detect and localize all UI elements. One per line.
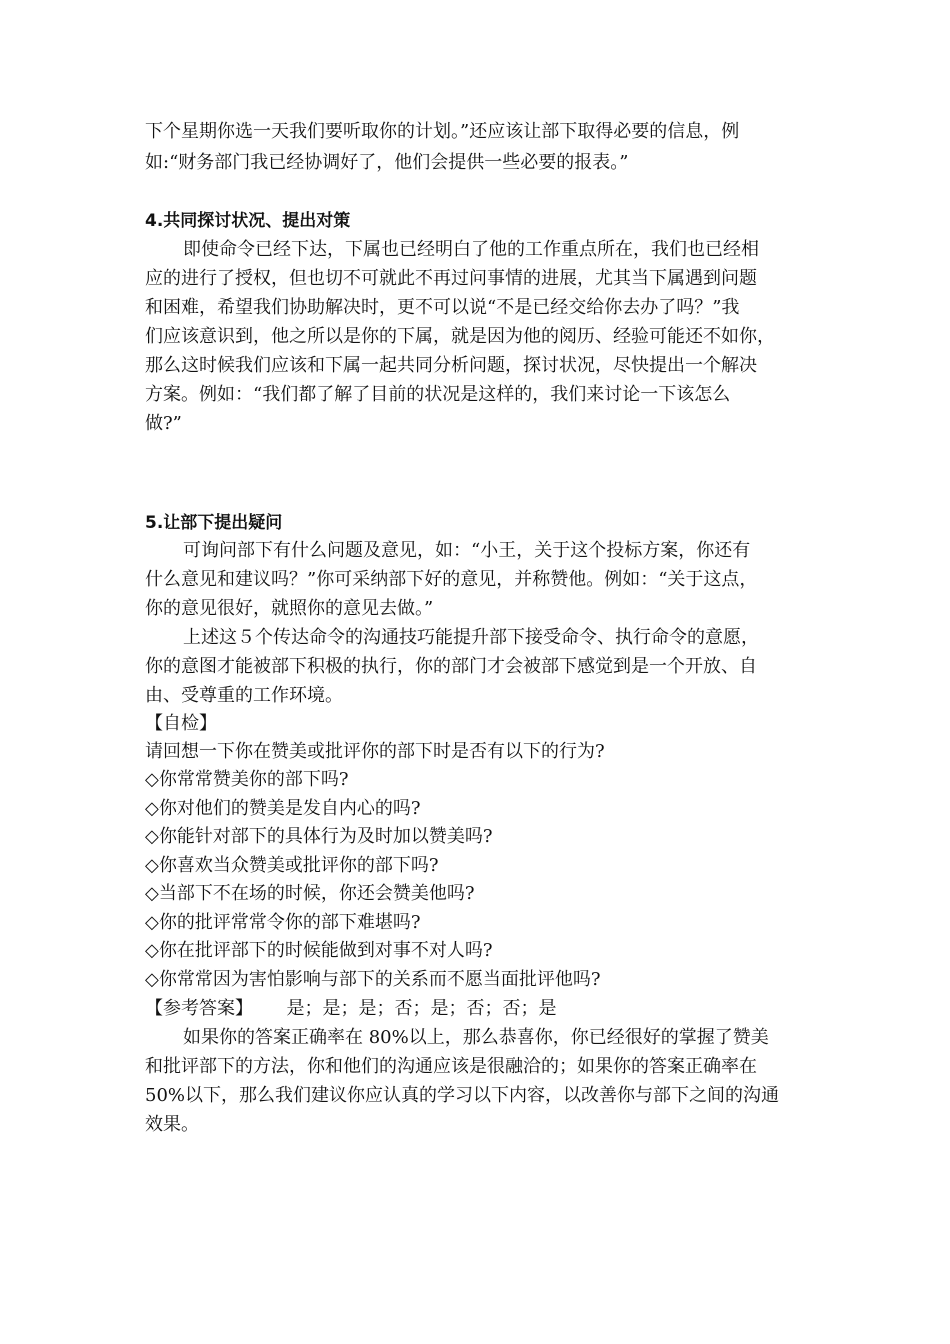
paragraph-line: 可询问部下有什么问题及意见，如：“小王，关于这个投标方案，你还有	[183, 540, 751, 561]
self-check-item: ◇你能针对部下的具体行为及时加以赞美吗?	[145, 826, 493, 847]
self-check-label: 【自检】	[145, 713, 217, 734]
paragraph-line: 们应该意识到，他之所以是你的下属，就是因为他的阅历、经验可能还不如你，	[145, 326, 775, 347]
paragraph-line: 由、受尊重的工作环境。	[145, 685, 343, 706]
section-5-heading: 5.让部下提出疑问	[145, 513, 283, 533]
paragraph-line: 如:“财务部门我已经协调好了，他们会提供一些必要的报表。”	[145, 152, 629, 173]
self-check-item: ◇你喜欢当众赞美或批评你的部下吗?	[145, 855, 439, 876]
paragraph-line: 上述这５个传达命令的沟通技巧能提升部下接受命令、执行命令的意愿，	[183, 627, 759, 648]
self-check-item: ◇你常常因为害怕影响与部下的关系而不愿当面批评他吗?	[145, 969, 601, 990]
paragraph-line: 那么这时候我们应该和下属一起共同分析问题，探讨状况，尽快提出一个解决	[145, 355, 757, 376]
self-check-item: ◇当部下不在场的时候，你还会赞美他吗?	[145, 883, 475, 904]
paragraph-line: 应的进行了授权，但也切不可就此不再过问事情的进展，尤其当下属遇到问题	[145, 268, 757, 289]
paragraph-line: 做?”	[145, 413, 182, 434]
paragraph-line: 即使命令已经下达，下属也已经明白了他的工作重点所在，我们也已经相	[183, 239, 759, 260]
answer-values: 是；是；是；否；是；否；否；是	[286, 998, 557, 1019]
self-check-item: ◇你的批评常常令你的部下难堪吗?	[145, 912, 421, 933]
paragraph-line: 什么意见和建议吗？”你可采纳部下好的意见，并称赞他。例如：“关于这点，	[145, 569, 758, 590]
paragraph-line: 你的意图才能被部下积极的执行，你的部门才会被部下感觉到是一个开放、自	[145, 656, 757, 677]
paragraph-line: 方案。例如：“我们都了解了目前的状况是这样的，我们来讨论一下该怎么	[145, 384, 731, 405]
paragraph-line: 和批评部下的方法，你和他们的沟通应该是很融洽的；如果你的答案正确率在	[145, 1056, 757, 1077]
self-check-item: ◇你常常赞美你的部下吗?	[145, 769, 349, 790]
paragraph-line: 和困难，希望我们协助解决时，更不可以说“不是已经交给你去办了吗？”我	[145, 297, 740, 318]
paragraph-line: 50%以下，那么我们建议你应认真的学习以下内容，以改善你与部下之间的沟通	[145, 1085, 780, 1106]
answer-label: 【参考答案】	[145, 998, 253, 1019]
paragraph-line: 如果你的答案正确率在 80%以上，那么恭喜你，你已经很好的掌握了赞美	[183, 1027, 769, 1048]
answer-row	[145, 995, 556, 1023]
paragraph-line: 你的意见很好，就照你的意见去做。”	[145, 598, 434, 619]
section-4-heading: 4.共同探讨状况、提出对策	[145, 211, 351, 231]
self-check-prompt: 请回想一下你在赞美或批评你的部下时是否有以下的行为?	[145, 741, 605, 762]
paragraph-line: 效果。	[145, 1114, 199, 1135]
self-check-item: ◇你对他们的赞美是发自内心的吗?	[145, 798, 421, 819]
self-check-item: ◇你在批评部下的时候能做到对事不对人吗?	[145, 940, 493, 961]
paragraph-line: 下个星期你选一天我们要听取你的计划。”还应该让部下取得必要的信息，例	[145, 121, 740, 142]
